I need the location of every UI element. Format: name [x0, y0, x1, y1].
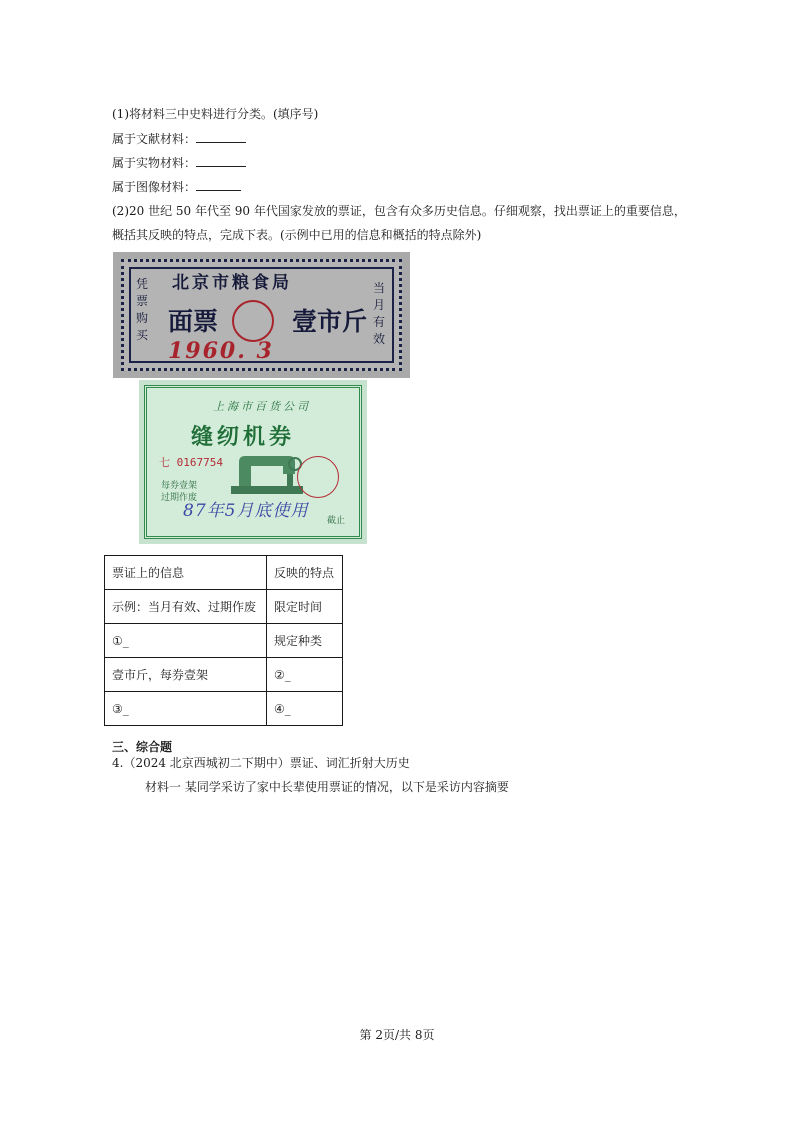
answer-table: [104, 555, 343, 726]
ticket-border: [144, 385, 362, 539]
ticket-issuer: 北京市粮食局: [172, 273, 292, 293]
part2-instruction-line1: (2)20 世纪 50 年代至 90 年代国家发放的票证，包含有众多历史信息。仔细观察，找出票证上的重要信息，: [112, 204, 686, 218]
ticket-issuer: 上海市百货公司: [213, 400, 311, 413]
ticket-left-text: 凭票购买: [136, 277, 149, 342]
image-material-line: [112, 179, 241, 195]
table-cell: 规定种类: [267, 624, 343, 658]
table-header-row: [105, 556, 343, 590]
sewing-machine-ticket-image: [139, 380, 367, 544]
material-one-intro: 材料一 某同学采访了家中长辈使用票证的情况，以下是采访内容摘要: [145, 780, 509, 794]
ticket-rule-text: 每券壹架: [161, 481, 198, 491]
question-4-title: 4.（2024 北京西城初二下期中）票证、词汇折射大历史: [112, 756, 410, 770]
ticket-serial: 七 0167754: [159, 456, 223, 469]
object-material-label: 属于实物材料：: [112, 156, 197, 170]
table-row: [105, 624, 343, 658]
table-cell: ②_: [267, 658, 343, 692]
ticket-expiry-text: 过期作废: [161, 493, 198, 503]
sewing-machine-icon: [227, 448, 307, 498]
page-footer: 第 2页/共 8页: [359, 1028, 435, 1042]
red-seal-icon: [297, 456, 339, 498]
table-row: [105, 692, 343, 726]
section-title: 三、综合题: [112, 740, 173, 754]
red-seal-icon: [232, 300, 274, 342]
handwritten-date: 87年5月底使用: [183, 501, 309, 521]
table-cell: ④_: [267, 692, 343, 726]
table-cell: 壹市斤，每券壹架: [105, 658, 267, 692]
table-header-cell: 票证上的信息: [105, 556, 267, 590]
table-cell: 示例：当月有效、过期作废: [105, 590, 267, 624]
ticket-type: 缝纫机券: [191, 425, 296, 450]
part1-instruction: (1)将材料三中史料进行分类。(填序号): [112, 107, 319, 121]
table-row: [105, 658, 343, 692]
table-cell: ③_: [105, 692, 267, 726]
answer-blank: [196, 155, 246, 167]
ticket-date: 1960. 3: [168, 338, 274, 364]
ticket-border: [121, 259, 402, 371]
ticket-right-text: 当月有效: [373, 281, 386, 346]
ticket-type: 面票: [168, 307, 219, 336]
table-cell: 限定时间: [267, 590, 343, 624]
table-header-cell: 反映的特点: [267, 556, 343, 590]
object-material-line: [112, 155, 246, 171]
answer-blank: [196, 131, 246, 143]
part2-instruction-line2: 概括其反映的特点，完成下表。(示例中已用的信息和概括的特点除外): [112, 228, 482, 242]
image-material-label: 属于图像材料：: [112, 180, 197, 194]
table-row: [105, 590, 343, 624]
grain-ticket-image: [113, 252, 410, 378]
table-cell: ①_: [105, 624, 267, 658]
document-material-label: 属于文献材料：: [112, 132, 197, 146]
ticket-amount: 壹市斤: [292, 307, 368, 336]
answer-blank: [196, 179, 241, 191]
document-material-line: [112, 131, 246, 147]
ticket-deadline-label: 截止: [326, 516, 345, 526]
